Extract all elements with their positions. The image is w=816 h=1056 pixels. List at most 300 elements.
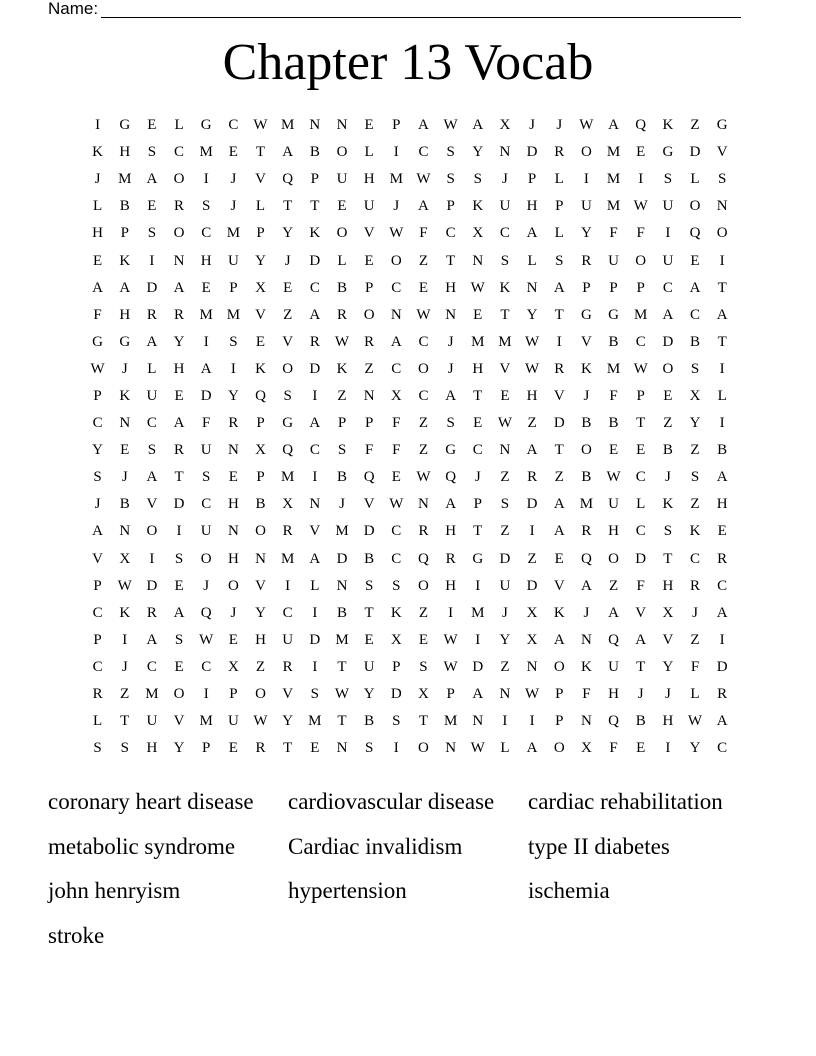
grid-letter: K xyxy=(553,604,565,621)
grid-row xyxy=(84,708,736,735)
grid-letter: V xyxy=(553,577,565,594)
grid-letter: L xyxy=(337,252,347,269)
grid-letter: X xyxy=(390,387,402,404)
grid-letter: Z xyxy=(690,631,700,648)
grid-letter: J xyxy=(637,686,644,703)
grid-letter: R xyxy=(146,306,157,323)
grid-letter: T xyxy=(364,604,374,621)
grid-letter: A xyxy=(119,279,131,296)
grid-letter: H xyxy=(526,387,538,404)
grid-letter: P xyxy=(229,686,238,703)
grid-letter: E xyxy=(174,387,184,404)
grid-letter: R xyxy=(717,550,728,567)
grid-letter: Z xyxy=(283,306,293,323)
grid-letter: I xyxy=(312,658,318,675)
grid-letter: L xyxy=(527,252,537,269)
grid-letter: W xyxy=(687,713,703,730)
grid-letter: V xyxy=(580,333,592,350)
grid-letter: R xyxy=(364,333,375,350)
grid-letter: Y xyxy=(282,713,294,730)
grid-letter: U xyxy=(608,496,619,513)
grid-letter: V xyxy=(282,333,294,350)
grid-letter: P xyxy=(93,577,102,594)
grid-letter: R xyxy=(581,523,592,540)
grid-letter: E xyxy=(636,740,646,757)
grid-letter: O xyxy=(662,360,674,377)
grid-letter: N xyxy=(580,713,592,730)
grid-letter: S xyxy=(93,740,102,757)
grid-letter: R xyxy=(717,686,728,703)
grid-letter: X xyxy=(119,550,131,567)
grid-letter: E xyxy=(418,631,429,648)
grid-letter: F xyxy=(419,225,428,242)
grid-letter: E xyxy=(690,252,700,269)
grid-letter: J xyxy=(502,604,508,621)
grid-letter: I xyxy=(203,333,209,350)
grid-letter: Q xyxy=(282,442,294,459)
grid-letter: C xyxy=(309,442,320,459)
grid-letter: S xyxy=(174,631,184,648)
grid-letter: G xyxy=(119,117,131,134)
grid-letter: A xyxy=(716,713,728,730)
grid-letter: M xyxy=(145,686,159,703)
grid-letter: O xyxy=(390,252,402,269)
grid-letter: W xyxy=(389,496,404,513)
grid-letter: D xyxy=(146,279,158,296)
grid-letter: K xyxy=(580,360,592,377)
grid-letter: P xyxy=(120,225,129,242)
grid-letter: C xyxy=(445,225,456,242)
grid-letter: I xyxy=(638,171,644,188)
grid-letter: Q xyxy=(608,631,619,648)
grid-letter: U xyxy=(608,658,619,675)
grid-letter: L xyxy=(310,577,320,594)
grid-letter: O xyxy=(553,740,565,757)
grid-letter: N xyxy=(390,306,402,323)
grid-letter: Z xyxy=(690,117,700,134)
grid-letter: D xyxy=(689,144,701,161)
grid-letter: G xyxy=(282,415,294,432)
grid-row xyxy=(84,627,736,654)
grid-letter: W xyxy=(633,198,648,215)
grid-letter: J xyxy=(447,360,454,377)
grid-letter: P xyxy=(93,631,102,648)
grid-letter: P xyxy=(256,225,265,242)
grid-letter: S xyxy=(690,469,700,486)
grid-letter: C xyxy=(92,604,103,621)
grid-letter: E xyxy=(283,279,293,296)
grid-letter: B xyxy=(336,279,347,296)
grid-letter: J xyxy=(121,658,128,675)
grid-letter: L xyxy=(636,496,646,513)
grid-letter: F xyxy=(636,577,645,594)
grid-letter: J xyxy=(529,117,535,134)
grid-letter: C xyxy=(201,225,212,242)
grid-letter: M xyxy=(606,360,621,377)
grid-letter: U xyxy=(200,523,212,540)
grid-letter: U xyxy=(200,442,212,459)
grid-letter: I xyxy=(230,360,236,377)
grid-letter: C xyxy=(391,360,402,377)
grid-letter: F xyxy=(392,442,401,459)
grid-letter: T xyxy=(418,713,429,730)
grid-letter: I xyxy=(529,523,535,540)
grid-letter: T xyxy=(636,415,646,432)
grid-letter: H xyxy=(445,577,457,594)
grid-letter: P xyxy=(229,279,238,296)
grid-letter: J xyxy=(230,171,237,188)
grid-letter: I xyxy=(448,604,454,621)
grid-letter: T xyxy=(255,144,266,161)
grid-letter: K xyxy=(336,360,348,377)
grid-letter: J xyxy=(230,198,237,215)
grid-row xyxy=(84,275,736,302)
grid-row xyxy=(84,329,736,356)
grid-letter: J xyxy=(339,496,345,513)
grid-letter: E xyxy=(92,252,103,269)
grid-letter: S xyxy=(337,442,347,459)
grid-letter: N xyxy=(336,740,348,757)
name-underline xyxy=(101,2,741,18)
grid-letter: O xyxy=(553,658,565,675)
grid-letter: C xyxy=(418,333,429,350)
grid-letter: N xyxy=(499,442,511,459)
grid-letter: E xyxy=(364,631,374,648)
grid-letter: E xyxy=(337,198,347,215)
grid-letter: A xyxy=(526,442,538,459)
grid-letter: Z xyxy=(418,252,429,269)
grid-letter: P xyxy=(256,415,265,432)
grid-letter: M xyxy=(335,631,349,648)
grid-letter: B xyxy=(608,333,619,350)
grid-letter: S xyxy=(229,333,238,350)
grid-letter: S xyxy=(419,658,428,675)
grid-letter: P xyxy=(473,496,482,513)
grid-letter: T xyxy=(636,658,646,675)
grid-letter: Y xyxy=(526,306,538,323)
grid-letter: C xyxy=(309,279,320,296)
grid-letter: T xyxy=(500,306,510,323)
grid-letter: S xyxy=(283,387,292,404)
grid-letter: S xyxy=(202,469,211,486)
grid-letter: E xyxy=(364,117,374,134)
grid-letter: K xyxy=(662,496,674,513)
grid-letter: S xyxy=(500,496,510,513)
grid-letter: W xyxy=(443,631,458,648)
grid-letter: Y xyxy=(255,604,266,621)
grid-letter: I xyxy=(312,387,318,404)
grid-letter: C xyxy=(690,306,701,323)
grid-letter: N xyxy=(363,387,375,404)
grid-letter: V xyxy=(716,144,728,161)
grid-letter: W xyxy=(416,469,431,486)
grid-letter: I xyxy=(393,740,399,757)
grid-letter: T xyxy=(310,198,320,215)
grid-letter: M xyxy=(226,225,241,242)
grid-letter: K xyxy=(119,387,131,404)
grid-letter: Y xyxy=(173,740,185,757)
grid-letter: E xyxy=(147,198,157,215)
grid-letter: F xyxy=(202,415,211,432)
grid-letter: I xyxy=(312,469,318,486)
grid-letter: W xyxy=(443,117,458,134)
grid-letter: N xyxy=(499,686,511,703)
grid-letter: S xyxy=(202,198,211,215)
grid-letter: A xyxy=(309,306,321,323)
grid-letter: A xyxy=(526,740,538,757)
grid-letter: J xyxy=(393,198,400,215)
grid-letter: V xyxy=(282,686,294,703)
grid-letter: E xyxy=(228,631,238,648)
grid-letter: Z xyxy=(527,415,537,432)
grid-letter: B xyxy=(364,713,375,730)
grid-letter: N xyxy=(526,279,538,296)
grid-letter: H xyxy=(119,144,131,161)
grid-letter: O xyxy=(418,740,429,757)
grid-letter: T xyxy=(473,523,483,540)
grid-letter: L xyxy=(255,198,266,215)
grid-letter: R xyxy=(554,360,565,377)
grid-letter: D xyxy=(200,387,212,404)
grid-letter: A xyxy=(689,279,701,296)
grid-row xyxy=(84,681,736,708)
grid-letter: F xyxy=(364,442,374,459)
grid-letter: B xyxy=(119,198,130,215)
grid-letter: E xyxy=(228,469,238,486)
grid-letter: D xyxy=(472,658,484,675)
grid-letter: X xyxy=(580,740,592,757)
grid-letter: Y xyxy=(580,225,592,242)
grid-letter: T xyxy=(554,306,564,323)
name-field xyxy=(48,0,741,18)
grid-letter: Z xyxy=(554,469,564,486)
grid-letter: I xyxy=(529,713,535,730)
grid-row xyxy=(84,573,736,600)
grid-letter: Z xyxy=(500,523,510,540)
grid-row xyxy=(84,491,736,518)
grid-letter: O xyxy=(173,225,185,242)
grid-letter: E xyxy=(310,740,320,757)
grid-letter: K xyxy=(92,144,103,161)
grid-letter: H xyxy=(716,496,728,513)
grid-letter: R xyxy=(146,604,157,621)
grid-letter: K xyxy=(662,117,674,134)
grid-letter: E xyxy=(391,469,401,486)
grid-letter: I xyxy=(475,577,481,594)
grid-letter: W xyxy=(443,658,458,675)
grid-letter: X xyxy=(227,658,239,675)
grid-letter: J xyxy=(583,604,590,621)
grid-letter: V xyxy=(662,631,674,648)
grid-letter: O xyxy=(363,306,375,323)
grid-letter: J xyxy=(121,360,128,377)
grid-letter: L xyxy=(364,144,374,161)
grid-letter: W xyxy=(606,469,621,486)
grid-letter: S xyxy=(663,523,673,540)
grid-letter: U xyxy=(499,198,511,215)
grid-letter: S xyxy=(310,686,319,703)
grid-letter: I xyxy=(203,171,209,188)
grid-letter: J xyxy=(664,469,671,486)
grid-letter: E xyxy=(174,658,184,675)
grid-letter: O xyxy=(336,225,348,242)
grid-letter: L xyxy=(717,387,727,404)
grid-letter: C xyxy=(418,144,429,161)
grid-letter: K xyxy=(309,225,321,242)
grid-letter: I xyxy=(665,225,671,242)
grid-letter: O xyxy=(580,144,592,161)
grid-letter: R xyxy=(336,306,347,323)
grid-letter: D xyxy=(526,496,538,513)
grid-letter: J xyxy=(203,577,210,594)
grid-letter: C xyxy=(92,658,103,675)
word-list-item: hypertension xyxy=(288,878,407,903)
grid-letter: J xyxy=(230,604,237,621)
grid-letter: S xyxy=(364,577,374,594)
grid-letter: E xyxy=(364,252,374,269)
grid-letter: L xyxy=(92,198,103,215)
grid-letter: H xyxy=(227,496,239,513)
grid-letter: S xyxy=(555,252,564,269)
grid-letter: M xyxy=(634,306,648,323)
grid-letter: C xyxy=(472,442,483,459)
grid-letter: M xyxy=(606,171,621,188)
grid-letter: P xyxy=(555,198,564,215)
grid-letter: F xyxy=(609,387,618,404)
grid-letter: A xyxy=(445,496,457,513)
grid-letter: N xyxy=(472,713,484,730)
grid-row xyxy=(84,220,736,247)
grid-letter: P xyxy=(582,279,591,296)
grid-letter: A xyxy=(553,496,565,513)
grid-letter: V xyxy=(635,604,647,621)
grid-letter: M xyxy=(118,171,132,188)
grid-letter: F xyxy=(93,306,102,323)
grid-letter: A xyxy=(390,333,402,350)
word-list-item: cardiac rehabilitation xyxy=(528,789,723,814)
grid-letter: Y xyxy=(255,252,266,269)
grid-letter: C xyxy=(717,577,728,594)
grid-letter: S xyxy=(718,171,727,188)
grid-letter: P xyxy=(364,279,374,296)
grid-letter: A xyxy=(553,631,565,648)
grid-letter: G xyxy=(92,333,103,350)
grid-letter: W xyxy=(117,577,132,594)
word-list-item: ischemia xyxy=(528,878,610,903)
grid-letter: A xyxy=(92,523,103,540)
grid-letter: E xyxy=(201,279,211,296)
grid-letter: S xyxy=(663,171,673,188)
grid-letter: M xyxy=(606,144,621,161)
grid-letter: U xyxy=(363,658,375,675)
grid-letter: C xyxy=(391,550,402,567)
grid-letter: S xyxy=(473,171,482,188)
grid-letter: L xyxy=(554,171,564,188)
grid-letter: C xyxy=(391,523,402,540)
grid-letter: U xyxy=(336,171,348,188)
grid-letter: W xyxy=(416,306,431,323)
grid-letter: Z xyxy=(663,415,673,432)
grid-letter: B xyxy=(690,333,701,350)
grid-letter: H xyxy=(173,360,185,377)
grid-letter: A xyxy=(716,469,728,486)
word-list-item: coronary heart disease xyxy=(48,789,254,814)
grid-letter: F xyxy=(609,225,618,242)
grid-row xyxy=(84,410,736,437)
grid-letter: M xyxy=(471,333,485,350)
grid-letter: I xyxy=(149,252,155,269)
grid-letter: S xyxy=(147,442,157,459)
grid-letter: D xyxy=(716,658,728,675)
grid-letter: I xyxy=(719,360,725,377)
grid-letter: A xyxy=(173,415,185,432)
grid-letter: N xyxy=(227,442,239,459)
grid-letter: Z xyxy=(337,387,347,404)
grid-letter: B xyxy=(581,469,592,486)
grid-letter: A xyxy=(146,333,158,350)
grid-letter: J xyxy=(94,171,101,188)
grid-letter: A xyxy=(200,360,212,377)
grid-letter: G xyxy=(200,117,212,134)
grid-letter: O xyxy=(689,198,701,215)
grid-letter: U xyxy=(146,713,158,730)
grid-letter: Q xyxy=(608,713,619,730)
grid-letter: I xyxy=(176,523,182,540)
grid-letter: I xyxy=(122,631,128,648)
grid-letter: B xyxy=(364,550,375,567)
grid-letter: F xyxy=(690,658,700,675)
grid-letter: L xyxy=(554,225,564,242)
grid-letter: G xyxy=(119,333,131,350)
grid-letter: V xyxy=(255,306,266,323)
grid-letter: H xyxy=(200,252,212,269)
grid-letter: N xyxy=(445,306,457,323)
grid-letter: B xyxy=(635,713,646,730)
grid-letter: E xyxy=(717,523,727,540)
word-list xyxy=(48,780,768,958)
grid-letter: N xyxy=(580,631,592,648)
grid-letter: Q xyxy=(580,550,592,567)
grid-letter: P xyxy=(636,279,645,296)
grid-letter: H xyxy=(119,306,131,323)
grid-letter: S xyxy=(500,252,510,269)
grid-letter: R xyxy=(309,333,320,350)
grid-letter: L xyxy=(690,171,700,188)
grid-letter: Q xyxy=(445,469,457,486)
grid-letter: D xyxy=(309,360,321,377)
grid-letter: W xyxy=(524,360,540,377)
grid-letter: P xyxy=(256,469,265,486)
grid-letter: H xyxy=(662,577,674,594)
grid-letter: E xyxy=(663,387,673,404)
grid-letter: M xyxy=(281,550,295,567)
grid-letter: P xyxy=(310,171,319,188)
grid-letter: V xyxy=(146,496,158,513)
grid-letter: J xyxy=(583,387,590,404)
grid-letter: R xyxy=(418,523,429,540)
grid-row xyxy=(84,600,736,627)
grid-letter: S xyxy=(147,225,157,242)
word-list-item: cardiovascular disease xyxy=(288,789,495,814)
grid-letter: A xyxy=(526,225,538,242)
grid-letter: B xyxy=(336,604,347,621)
grid-letter: V xyxy=(173,713,185,730)
grid-letter: A xyxy=(662,306,674,323)
grid-letter: Z xyxy=(364,360,374,377)
grid-letter: O xyxy=(580,442,592,459)
grid-letter: K xyxy=(390,604,402,621)
grid-row xyxy=(84,166,736,193)
